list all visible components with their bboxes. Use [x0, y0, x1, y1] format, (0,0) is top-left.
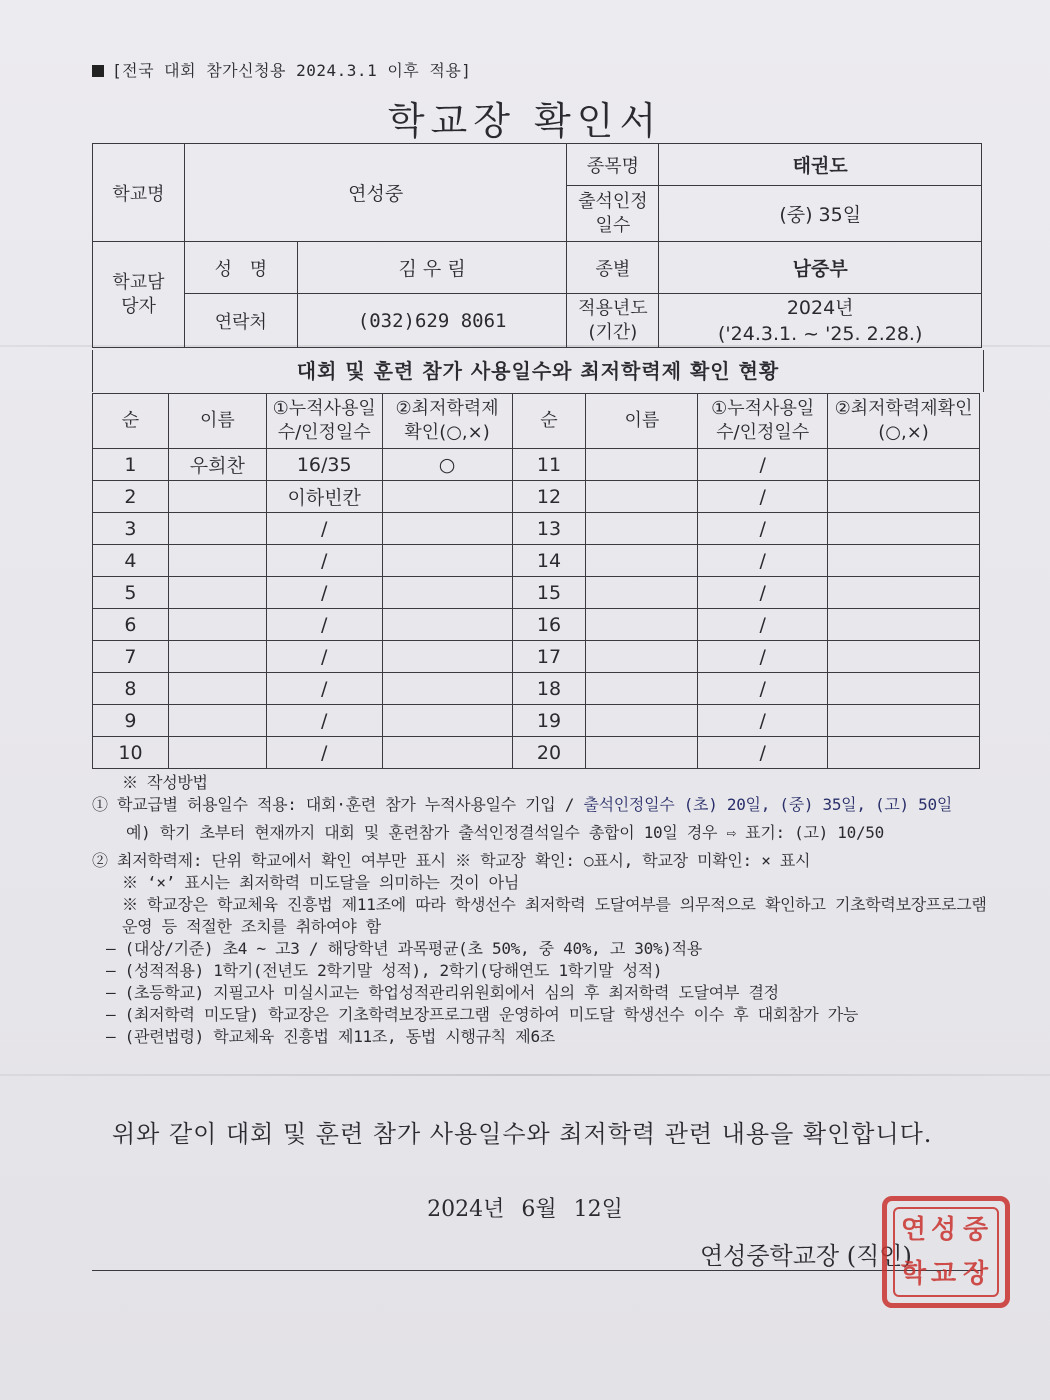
cell-no: 20 [512, 737, 586, 769]
principal-signature: 연성중학교장 (직인) [700, 1242, 912, 1270]
cell-no: 14 [512, 545, 586, 577]
usage-notice [92, 58, 471, 81]
writing-instructions [92, 772, 992, 1048]
cell-no: 1 [93, 449, 169, 481]
table-row [93, 449, 980, 481]
cell-name [586, 673, 698, 705]
cell-no: 3 [93, 513, 169, 545]
school-label: 학교명 [93, 144, 185, 242]
cell-check [382, 641, 512, 673]
cell-name [586, 449, 698, 481]
detail-3: – (초등학교) 지필고사 미실시교는 학업성적관리위원회에서 심의 후 최저학력 도달여부 결정 [106, 983, 779, 1002]
table-row [93, 609, 980, 641]
cell-check [382, 577, 512, 609]
cell-no: 18 [512, 673, 586, 705]
header-no: 순 [512, 394, 586, 449]
cell-check: ○ [382, 449, 512, 481]
cell-days: 이하빈칸 [266, 481, 382, 513]
cell-no: 5 [93, 577, 169, 609]
contact-label: 연락처 [184, 294, 297, 348]
table-row [93, 705, 980, 737]
cell-check [382, 513, 512, 545]
detail-5: – (관련법령) 학교체육 진흥법 제11조, 동법 시행규칙 제6조 [106, 1027, 555, 1046]
seal-glyph: 중 [963, 1215, 989, 1245]
note-1 [92, 794, 992, 816]
header-name: 이름 [586, 394, 698, 449]
seal-glyph: 연 [901, 1215, 927, 1245]
usage-notice-text: [전국 대회 참가신청용 2024.3.1 이후 적용] [112, 61, 472, 80]
cell-name [586, 609, 698, 641]
cell-no: 9 [93, 705, 169, 737]
note-1-highlight: 출석인정일수 (초) 20일, (중) 35일, (고) 50일 [583, 795, 952, 814]
cell-check [828, 481, 980, 513]
cell-no: 17 [512, 641, 586, 673]
manager-label: 학교담당자 [93, 242, 185, 348]
category-value: 남중부 [659, 242, 982, 294]
table-row [93, 513, 980, 545]
cell-check [382, 545, 512, 577]
cell-name [168, 545, 266, 577]
cell-check [382, 673, 512, 705]
list-title: 대회 및 훈련 참가 사용일수와 최저학력제 확인 현황 [92, 350, 984, 392]
table-row [93, 545, 980, 577]
cell-name [586, 513, 698, 545]
seal-glyph: 교 [931, 1259, 957, 1289]
cell-no: 6 [93, 609, 169, 641]
cell-no: 13 [512, 513, 586, 545]
table-row [93, 737, 980, 769]
note-2-sub-1: ※ ‘×’ 표시는 최저학력 미도달을 의미하는 것이 아님 [122, 873, 519, 892]
cell-no: 2 [93, 481, 169, 513]
square-bullet-icon [92, 65, 104, 77]
cell-check [828, 609, 980, 641]
detail-4: – (최저학력 미도달) 학교장은 기초학력보장프로그램 운영하여 미도달 학생선수 이수 후 대회참가 가능 [106, 1005, 859, 1024]
cell-no: 12 [512, 481, 586, 513]
participation-rows [93, 449, 980, 769]
bottom-divider [92, 1270, 982, 1271]
school-value: 연성중 [184, 144, 567, 242]
header-days: ①누적사용일수/인정일수 [266, 394, 382, 449]
cell-no: 15 [512, 577, 586, 609]
cell-days: / [698, 737, 828, 769]
note-1-text: ① 학교급별 허용일수 적용: 대회·훈련 참가 누적사용일수 기입 / [92, 795, 584, 814]
cell-no: 10 [93, 737, 169, 769]
name-label: 성 명 [184, 242, 297, 294]
cell-name [168, 737, 266, 769]
header-check: ②최저학력제확인(○,×) [382, 394, 512, 449]
header-check: ②최저학력제확인(○,×) [828, 394, 980, 449]
cell-check [828, 449, 980, 481]
cell-days: / [698, 481, 828, 513]
cell-name [168, 577, 266, 609]
cell-name [168, 641, 266, 673]
cell-check [828, 705, 980, 737]
cell-no: 7 [93, 641, 169, 673]
cell-days: / [266, 705, 382, 737]
cell-days: / [266, 673, 382, 705]
cell-days: / [266, 577, 382, 609]
cell-days: / [698, 641, 828, 673]
attendance-value: (중) 35일 [659, 186, 982, 242]
seal-glyph: 성 [931, 1215, 957, 1245]
note-2-sub-2: ※ 학교장은 학교체육 진흥법 제11조에 따라 학생선수 최저학력 도달여부를 의무적으로 확인하고 기초학력보장프로그램 운영 등 적절한 조치를 취하여야 함 [122, 895, 987, 936]
cell-no: 4 [93, 545, 169, 577]
table-row [93, 673, 980, 705]
cell-check [828, 641, 980, 673]
header-days: ①누적사용일수/인정일수 [698, 394, 828, 449]
category-label: 종별 [567, 242, 659, 294]
header-name: 이름 [168, 394, 266, 449]
document-title: 학교장 확인서 [387, 99, 663, 143]
period-label: 적용년도(기간) [567, 294, 659, 348]
period-range: ('24.3.1. ~ '25. 2.28.) [718, 322, 923, 345]
note-1-example: 예) 학기 초부터 현재까지 대회 및 훈련참가 출석인정결석일수 총합이 10일 경우 ⇨ 표기: (고) 10/50 [126, 823, 884, 842]
paper-fold-line [0, 1074, 1050, 1076]
cell-no: 19 [512, 705, 586, 737]
cell-name [586, 705, 698, 737]
cell-no: 8 [93, 673, 169, 705]
detail-2: – (성적적용) 1학기(전년도 2학기말 성적), 2학기(당해연도 1학기말 성적) [106, 961, 663, 980]
name-value: 김 우 림 [297, 242, 567, 294]
note-2: ② 최저학력제: 단위 학교에서 확인 여부만 표시 ※ 학교장 확인: ○표시, 학교장 미확인: × 표시 [92, 851, 811, 870]
cell-days: / [266, 609, 382, 641]
sport-value: 태권도 [659, 144, 982, 186]
cell-no: 16 [512, 609, 586, 641]
cell-name [586, 481, 698, 513]
cell-name [586, 545, 698, 577]
cell-check [828, 513, 980, 545]
cell-name [168, 673, 266, 705]
cell-days: / [698, 577, 828, 609]
cell-name [586, 641, 698, 673]
confirmation-statement: 위와 같이 대회 및 훈련 참가 사용일수와 최저학력 관련 내용을 확인합니다. [112, 1120, 933, 1148]
table-row [93, 577, 980, 609]
cell-name [168, 705, 266, 737]
issue-date: 2024년 6월 12일 [427, 1197, 623, 1222]
contact-value: (032)629 8061 [297, 294, 567, 348]
period-year: 2024년 [786, 296, 854, 319]
table-row [93, 641, 980, 673]
cell-days: / [698, 513, 828, 545]
attendance-label: 출석인정일수 [567, 186, 659, 242]
cell-name [168, 513, 266, 545]
cell-days: / [698, 545, 828, 577]
cell-days: / [266, 513, 382, 545]
info-table [92, 143, 982, 348]
cell-check [828, 545, 980, 577]
table-row [93, 481, 980, 513]
notes-heading: ※ 작성방법 [122, 773, 208, 792]
cell-name [168, 609, 266, 641]
cell-name [586, 737, 698, 769]
seal-glyph: 장 [963, 1259, 989, 1289]
detail-1: – (대상/기준) 초4 ~ 고3 / 해당학년 과목평균(초 50%, 중 40%, 고 30%)적용 [106, 939, 702, 958]
cell-check [382, 737, 512, 769]
cell-days: / [698, 609, 828, 641]
sport-label: 종목명 [567, 144, 659, 186]
cell-name [168, 481, 266, 513]
cell-check [382, 609, 512, 641]
cell-check [382, 705, 512, 737]
cell-days: 16/35 [266, 449, 382, 481]
cell-days: / [698, 449, 828, 481]
cell-days: / [266, 641, 382, 673]
cell-check [828, 737, 980, 769]
cell-no: 11 [512, 449, 586, 481]
cell-check [382, 481, 512, 513]
cell-check [828, 673, 980, 705]
cell-days: / [266, 545, 382, 577]
cell-days: / [266, 737, 382, 769]
cell-name [586, 577, 698, 609]
cell-days: / [698, 673, 828, 705]
official-seal-stamp [882, 1196, 1010, 1308]
period-value [659, 294, 982, 348]
participation-table [92, 393, 980, 769]
cell-name: 우희찬 [168, 449, 266, 481]
cell-days: / [698, 705, 828, 737]
cell-check [828, 577, 980, 609]
seal-glyph: 학 [901, 1259, 927, 1289]
header-no: 순 [93, 394, 169, 449]
